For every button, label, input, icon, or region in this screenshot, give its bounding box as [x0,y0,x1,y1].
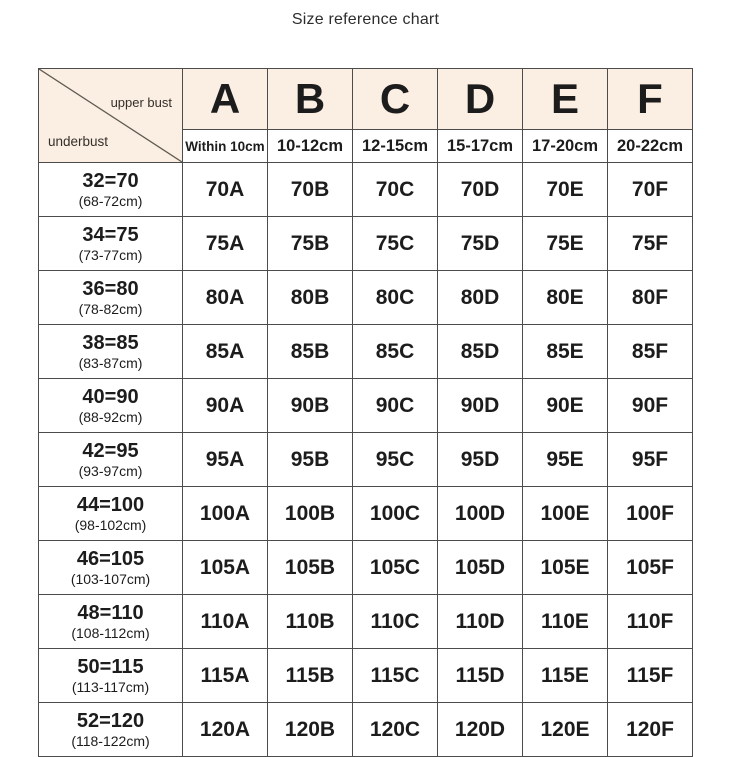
underbust-size-cell [39,217,183,271]
underbust-size-label: 50=115 [77,655,144,678]
size-code-cell: 80A [183,271,268,325]
size-code-cell: 100F [608,487,693,541]
bust-diff-range-header: 15-17cm [438,130,523,163]
size-code-cell: 80D [438,271,523,325]
cup-letter-header: A [183,69,268,130]
size-code-cell: 120F [608,703,693,757]
size-code-cell: 80C [353,271,438,325]
underbust-size-label: 32=70 [82,169,139,192]
size-code-cell: 100E [523,487,608,541]
underbust-range-label: (88-92cm) [78,408,143,425]
size-code-cell: 95A [183,433,268,487]
size-code-cell: 115F [608,649,693,703]
size-code-cell: 120C [353,703,438,757]
size-code-cell: 95D [438,433,523,487]
table-row [39,487,693,541]
cup-letter-header: F [608,69,693,130]
table-row [39,271,693,325]
size-code-cell: 120A [183,703,268,757]
corner-underbust-label: underbust [48,134,109,149]
size-code-cell: 90D [438,379,523,433]
size-code-cell: 95F [608,433,693,487]
size-code-cell: 105B [268,541,353,595]
size-code-cell: 85C [353,325,438,379]
size-code-cell: 110C [353,595,438,649]
size-code-cell: 85A [183,325,268,379]
cup-letter-header: C [353,69,438,130]
underbust-size-cell [39,325,183,379]
underbust-range-label: (118-122cm) [71,732,150,749]
size-code-cell: 75E [523,217,608,271]
page-title: Size reference chart [291,11,440,28]
size-reference-table [38,68,693,757]
table-row [39,379,693,433]
underbust-range-label: (83-87cm) [78,354,143,371]
underbust-size-cell [39,703,183,757]
underbust-size-cell [39,271,183,325]
underbust-size-label: 42=95 [82,439,139,462]
size-code-cell: 70B [268,163,353,217]
size-code-cell: 80B [268,271,353,325]
size-code-cell: 90A [183,379,268,433]
underbust-range-label: (68-72cm) [78,192,143,209]
size-code-cell: 120D [438,703,523,757]
bust-diff-range-header: Within 10cm [183,130,268,163]
table-row [39,595,693,649]
cup-letter-header: E [523,69,608,130]
underbust-range-label: (78-82cm) [78,300,143,317]
size-code-cell: 80E [523,271,608,325]
size-code-cell: 85B [268,325,353,379]
underbust-size-label: 36=80 [82,277,139,300]
size-code-cell: 120E [523,703,608,757]
size-code-cell: 100D [438,487,523,541]
table-row [39,541,693,595]
size-code-cell: 95E [523,433,608,487]
size-code-cell: 110D [438,595,523,649]
underbust-size-label: 38=85 [82,331,139,354]
size-code-cell: 75B [268,217,353,271]
underbust-range-label: (93-97cm) [78,462,143,479]
corner-upper-bust-label: upper bust [110,95,172,110]
underbust-range-label: (108-112cm) [71,624,150,641]
size-code-cell: 75F [608,217,693,271]
size-code-cell: 70A [183,163,268,217]
size-code-cell: 85E [523,325,608,379]
size-code-cell: 75D [438,217,523,271]
size-code-cell: 75C [353,217,438,271]
size-code-cell: 115E [523,649,608,703]
underbust-size-label: 46=105 [76,547,145,570]
size-code-cell: 90B [268,379,353,433]
size-code-cell: 110F [608,595,693,649]
underbust-size-label: 48=110 [77,601,144,624]
underbust-size-cell [39,649,183,703]
table-row [39,163,693,217]
size-code-cell: 90C [353,379,438,433]
size-code-cell: 105E [523,541,608,595]
size-code-cell: 115C [353,649,438,703]
size-code-cell: 100A [183,487,268,541]
size-code-cell: 70F [608,163,693,217]
cup-letter-header: B [268,69,353,130]
corner-cell [39,69,183,163]
underbust-size-label: 40=90 [82,385,139,408]
size-code-cell: 70D [438,163,523,217]
table-row [39,217,693,271]
bust-diff-range-header: 17-20cm [523,130,608,163]
table-row [39,649,693,703]
size-code-cell: 70C [353,163,438,217]
bust-diff-range-header: 10-12cm [268,130,353,163]
size-code-cell: 90E [523,379,608,433]
underbust-range-label: (103-107cm) [70,570,151,587]
bust-diff-range-header: 12-15cm [353,130,438,163]
size-code-cell: 115D [438,649,523,703]
size-code-cell: 75A [183,217,268,271]
size-code-cell: 85F [608,325,693,379]
underbust-range-label: (113-117cm) [71,678,150,695]
underbust-range-label: (73-77cm) [78,246,143,263]
size-code-cell: 110B [268,595,353,649]
size-code-cell: 105A [183,541,268,595]
size-code-cell: 95C [353,433,438,487]
size-code-cell: 85D [438,325,523,379]
bust-diff-range-header: 20-22cm [608,130,693,163]
underbust-size-cell [39,433,183,487]
table-row [39,325,693,379]
size-code-cell: 100B [268,487,353,541]
size-code-cell: 95B [268,433,353,487]
underbust-size-label: 34=75 [82,223,139,246]
size-code-cell: 80F [608,271,693,325]
size-code-cell: 105D [438,541,523,595]
underbust-size-cell [39,379,183,433]
table-row [39,433,693,487]
size-code-cell: 90F [608,379,693,433]
size-code-cell: 105F [608,541,693,595]
size-code-cell: 110E [523,595,608,649]
underbust-size-cell [39,541,183,595]
underbust-range-label: (98-102cm) [74,516,147,533]
size-code-cell: 105C [353,541,438,595]
cup-letter-header: D [438,69,523,130]
underbust-size-label: 52=120 [76,709,145,732]
underbust-size-label: 44=100 [76,493,145,516]
header-row-letters [39,69,693,130]
size-code-cell: 120B [268,703,353,757]
size-code-cell: 100C [353,487,438,541]
underbust-size-cell [39,595,183,649]
underbust-size-cell [39,487,183,541]
size-code-cell: 115B [268,649,353,703]
size-code-cell: 110A [183,595,268,649]
size-code-cell: 70E [523,163,608,217]
underbust-size-cell [39,163,183,217]
size-code-cell: 115A [183,649,268,703]
table-row [39,703,693,757]
